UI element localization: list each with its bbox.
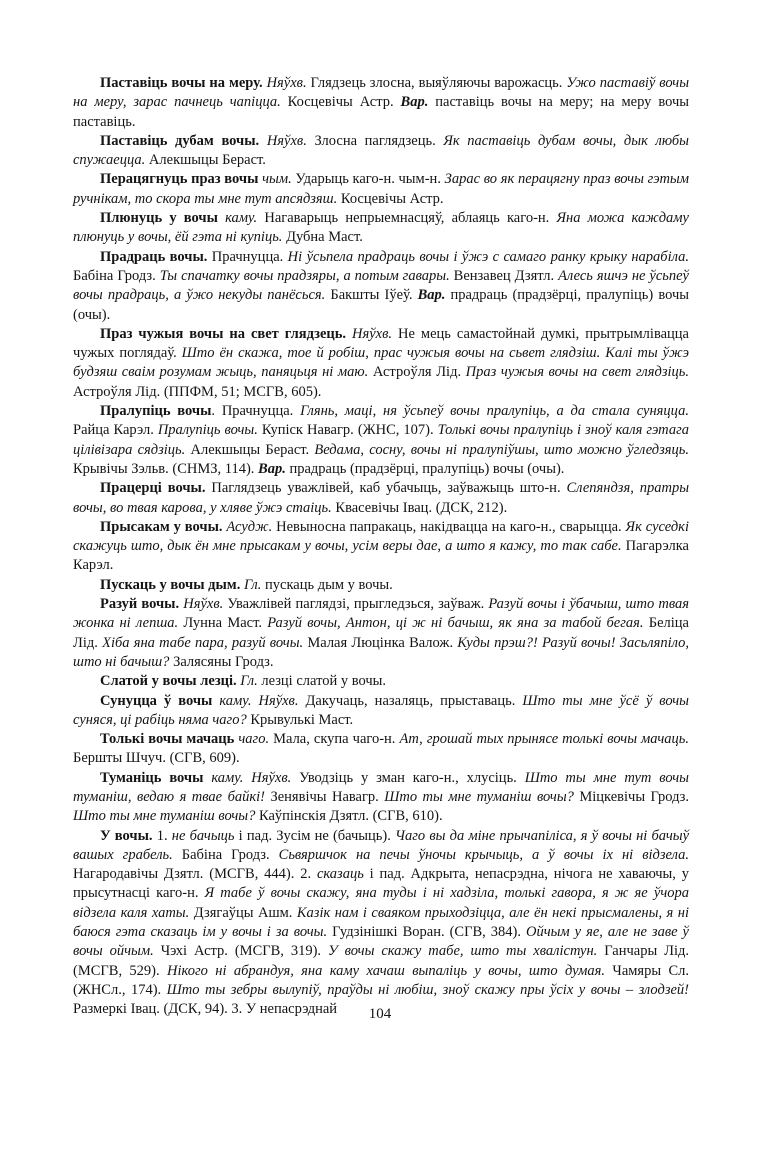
entry-text: Крывулькі Маст. [246, 711, 354, 728]
entry-text: пускаць дым у вочы. [261, 576, 393, 593]
dictionary-entry [73, 692, 689, 731]
dictionary-entry [73, 170, 689, 209]
entry-text: не бачыць [171, 827, 235, 844]
entry-text: Гудзінішкі Воран. (СГВ, 384). [327, 924, 526, 941]
entry-text: Асудж. [226, 518, 273, 535]
entry-text: Нікого ні абрандуя, яна каму хачаш выпаліць у вочы, што думая. [167, 962, 606, 979]
entry-text: Прачнуцца. [207, 248, 288, 265]
entry-text: Сьвяршчок на печы ўночы крычыць, а ў вочы іх ні відзела. [278, 846, 690, 863]
entry-text: Толькі вочы пралупіць і зноў каля гэтага цілівізара сядзіць. [73, 422, 689, 458]
entry-text: Бершты Шчуч. (СГВ, 609). [73, 750, 240, 767]
entry-text: Гл. [243, 576, 262, 593]
entry-text: Паглядзець уважлівей, каб убачыць, заўважыць што-н. [205, 480, 567, 497]
entry-text: Мала, скупа чаго-н. [269, 731, 400, 748]
entry-text: Няўхв. [266, 132, 307, 149]
entry-text: каму. Няўхв. [219, 692, 299, 709]
entry-text: Чамяры Сл. (ЖНСл., 174). [73, 962, 689, 998]
entry-text: Зарас во як перацягну праз вочы гэтым ручнікам, то скора ты мне тут апсядзяш. [73, 171, 689, 207]
entry-text: Чаго вы да міне прычапіліса, я ў вочы ні бачыў вашых грабель. [73, 827, 690, 863]
entry-text: Праз чужыя вочы на свет глядзіць. [465, 364, 689, 381]
entry-headword: Праз чужыя вочы на свет глядзець. [100, 325, 347, 342]
entry-text: Што ён скажа, тое й робіш, прас чужыя вочы на сьвет глядзіш. Калі ты ўжэ будзяш сваім розумам жыць, паняцьця ні маю. [73, 345, 689, 381]
page-number: 104 [368, 1006, 392, 1022]
entry-text: Косцевічы Астр. [280, 94, 401, 111]
entry-text: Дзягаўцы Ашм. [189, 904, 297, 921]
entry-text: Невыносна папракаць, накідвацца на каго-н., сварыцца. [272, 518, 626, 535]
entry-text: паставіць вочы на меру; на меру вочы паставіць. [73, 94, 689, 130]
entry-headword: Слатой у вочы лезці. [100, 673, 237, 690]
entry-text: Слепяндзя, пратры вочы, во твая карова, у хляве ўжэ стаіць. [73, 480, 690, 516]
entry-text: чаго. [238, 731, 270, 748]
entry-text: Малая Люцінка Валож. [303, 634, 458, 651]
entry-text: Пагарэлка Карэл. [73, 538, 689, 574]
entry-text: Злосна паглядзець. [306, 132, 444, 149]
entry-text: Бабіна Гродз. [73, 267, 160, 284]
entry-text: Ты спачатку вочы прадзяры, а потым гавары. [159, 267, 450, 284]
entry-text: Залясяны Гродз. [169, 653, 274, 670]
entry-text: Што ты мне туманіш вочы? [384, 788, 574, 805]
entry-text: Вар. [417, 287, 446, 304]
entry-text: Няўхв. [266, 75, 307, 91]
entry-text: Ат, грошай тых прынясе толькі вочы мачаць. [399, 731, 689, 748]
entry-text: Ужо паставіў вочы на меру, зарас пачнець чапіцца. [73, 75, 690, 111]
entry-text: Чэхі Астр. (МСГВ, 319). [153, 943, 328, 960]
entry-text: Міцкевічы Гродз. [573, 788, 690, 805]
entry-text: Яна можа каждаму плюнуць у вочы, ёй гэта ні купіць. [73, 210, 689, 246]
entry-text: Вар. [400, 94, 429, 111]
entry-headword: Пралупіць вочы [100, 403, 212, 420]
dictionary-entry [73, 595, 689, 672]
entry-headword: Туманіць вочы [100, 769, 204, 786]
entry-text: Гл. [240, 673, 258, 690]
entry-text [259, 133, 267, 149]
entry-text: і пад. Адкрыта, непасрэдна, нічога не хаваючы, у прысутнасці каго-н. [73, 866, 690, 902]
entry-text: і пад. Зусім не (бачыць). [234, 827, 396, 844]
entry-text: сказаць [316, 866, 364, 883]
entry-text: Як паставіць дубам вочы, дык любы спужаецца. [73, 132, 689, 169]
entry-text: прадраць (прадзёрці, пралупіць) вочы (очы). [73, 287, 689, 323]
entry-headword: Толькі вочы мачаць [100, 731, 235, 748]
entry-text: Пралупіць вочы. [157, 422, 258, 439]
entry-headword: Працерці вочы. [100, 480, 206, 497]
dictionary-entry [73, 827, 689, 1020]
entry-text: Ні ўсьпела прадраць вочы і ўжэ с самаго ранку крыку нарабіла. [287, 248, 689, 265]
dictionary-entry [73, 209, 689, 248]
entry-text: Косцевічы Астр. [337, 190, 444, 207]
dictionary-entry [73, 518, 689, 576]
entry-text: Алекшыцы Бераст. [145, 152, 266, 169]
dictionary-entry [73, 402, 689, 479]
entry-text: Як суседкі скажуць што, дык ён мне прысакам у вочы, усім веры дае, а што я кажу, то так сабе. [73, 518, 689, 555]
entry-text: Я табе ў вочы скажу, яна туды і ні хадзіла, толькі гавора, я ж яе ўчора відзела каля хаты. [73, 885, 689, 921]
entry-text: Уводзіць у зман каго-н., хлусіць. [291, 769, 525, 786]
dictionary-entry [73, 479, 689, 518]
entry-text: Вензавец Дзятл. [449, 267, 559, 284]
entry-text: Разуй вочы, Антон, ці ж ні бачыш, як яна за табой бегая. [267, 615, 644, 632]
entry-text: Нагародавічы Дзятл. (МСГВ, 444). 2. [73, 866, 317, 883]
entry-text: Алекшыцы Бераст. [185, 441, 315, 458]
entry-text: Ведама, сосну, вочы ні пралупіўшы, што можно ўгледзяць. [314, 441, 689, 458]
entry-text: Райца Карэл. [73, 422, 158, 439]
entry-text: Астроўля Лід. [368, 364, 466, 381]
entry-text: прадраць (прадзёрці, пралупіць) вочы (очы). [285, 460, 565, 477]
entry-text: Не мець самастойнай думкі, прытрымлівацца чужых поглядаў. [73, 325, 689, 362]
entry-text: лезці слатой у вочы. [257, 673, 387, 690]
entry-text: Вар. [258, 460, 286, 477]
entry-text: Бабіна Гродз. [172, 846, 279, 863]
entry-text: Глядзець злосна, выяўляючы варожасць. [306, 75, 567, 91]
entry-text: У вочы скажу табе, што ты хвалістун. [327, 943, 598, 960]
entry-text: Разуй вочы і ўбачыш, што твая жонка ні лепша. [73, 596, 690, 632]
dictionary-entry [73, 576, 689, 595]
entry-text: Што ты мне тут вочы туманіш, ведаю я твае байкі! [73, 769, 690, 805]
entry-text: Квасевічы Івац. (ДСК, 212). [331, 499, 508, 516]
entry-text: Што ты зебры вылупіў, праўды ні любіш, зноў скажу пры ўсіх у вочы – злодзей! [166, 981, 689, 998]
entry-headword: Прысакам у вочы. [100, 518, 223, 535]
entry-text: 1. [152, 827, 172, 844]
dictionary-entry [73, 74, 689, 132]
entry-text: Уважлівей паглядзі, прыгледзься, заўваж. [223, 596, 489, 613]
entry-text: Крывічы Зэльв. (СНМЗ, 114). [73, 460, 259, 477]
entry-text: Што ты мне туманіш вочы? [73, 808, 256, 825]
entry-text: каму. Няўхв. [211, 769, 292, 786]
entry-headword: Перацягнуць праз вочы [100, 171, 259, 188]
dictionary-entry [73, 672, 689, 691]
entry-headword: Паставіць вочы на меру. [100, 75, 263, 91]
entry-text: Размеркі Івац. (ДСК, 94). 3. У непасрэднай [73, 1001, 338, 1018]
entry-headword: Пускаць у вочы дым. [100, 576, 241, 593]
entry-text: Куды прэш?! Разуй вочы! Засьляпіло, што ні бачыш? [73, 634, 689, 670]
dictionary-entry [73, 132, 689, 171]
entry-text: Што ты мне ўсё ў вочы суняся, ці рабіць няма чаго? [73, 692, 690, 728]
entry-text: Беліца Лід. [73, 615, 689, 651]
entry-text: Нагаварыць непрыемнасцяў, аблаяць каго-н. [257, 210, 557, 227]
entry-text: Дакучаць, назаляць, прыставаць. [298, 692, 523, 709]
entry-text: Няўхв. [352, 325, 393, 342]
entry-text: Каўпінскія Дзятл. (СГВ, 610). [255, 808, 443, 825]
dictionary-page-body [73, 74, 689, 1020]
entry-headword: Плюнуць у вочы [100, 210, 218, 227]
entry-text: Дубна Маст. [282, 229, 363, 246]
dictionary-entry [73, 325, 689, 402]
entry-text: Зенявічы Навагр. [265, 788, 385, 805]
entry-text: Няўхв. [183, 596, 224, 613]
entry-text: Лунна Маст. [178, 615, 268, 632]
entry-headword: У вочы. [100, 827, 153, 844]
entry-headword: Разуй вочы. [100, 596, 180, 613]
entry-text: Казік нам і сваяком прыходзіцца, але ён некі прысмалены, я ні баюся гэта сказаць ім у вочы і за вочы. [73, 904, 689, 941]
dictionary-entry [73, 769, 689, 827]
entry-text: чым. [262, 171, 292, 188]
entry-text: каму. [225, 210, 258, 227]
entry-text: Ойчым у яе, але не заве ў вочы ойчым. [73, 924, 689, 960]
entry-text: Астроўля Лід. (ППФМ, 51; МСГВ, 605). [73, 383, 322, 400]
dictionary-entry [73, 248, 689, 325]
entry-headword: Паставіць дубам вочы. [100, 132, 260, 149]
entry-headword: Прадраць вочы. [100, 248, 208, 265]
entry-text: Алесь яшчэ не ўсьпеў вочы прадраць, а ўжо некуды панёсься. [73, 267, 689, 304]
entry-headword: Сунуцца ў вочы [100, 692, 213, 709]
entry-text: Купіск Навагр. (ЖНС, 107). [257, 422, 438, 439]
entry-text: Глянь, маці, ня ўсьпеў вочы пралупіць, а да стала суняцца. [300, 403, 689, 420]
entry-text: Хіба яна табе пара, разуй вочы. [102, 634, 304, 651]
entry-text: Бакшты Іўеў. [325, 287, 418, 304]
entry-text: Ганчары Лід. (МСГВ, 529). [73, 943, 689, 979]
entry-text: . Прачнуцца. [211, 403, 301, 420]
entry-text: Ударыць каго-н. чым-н. [291, 171, 445, 188]
dictionary-entry [73, 730, 689, 769]
